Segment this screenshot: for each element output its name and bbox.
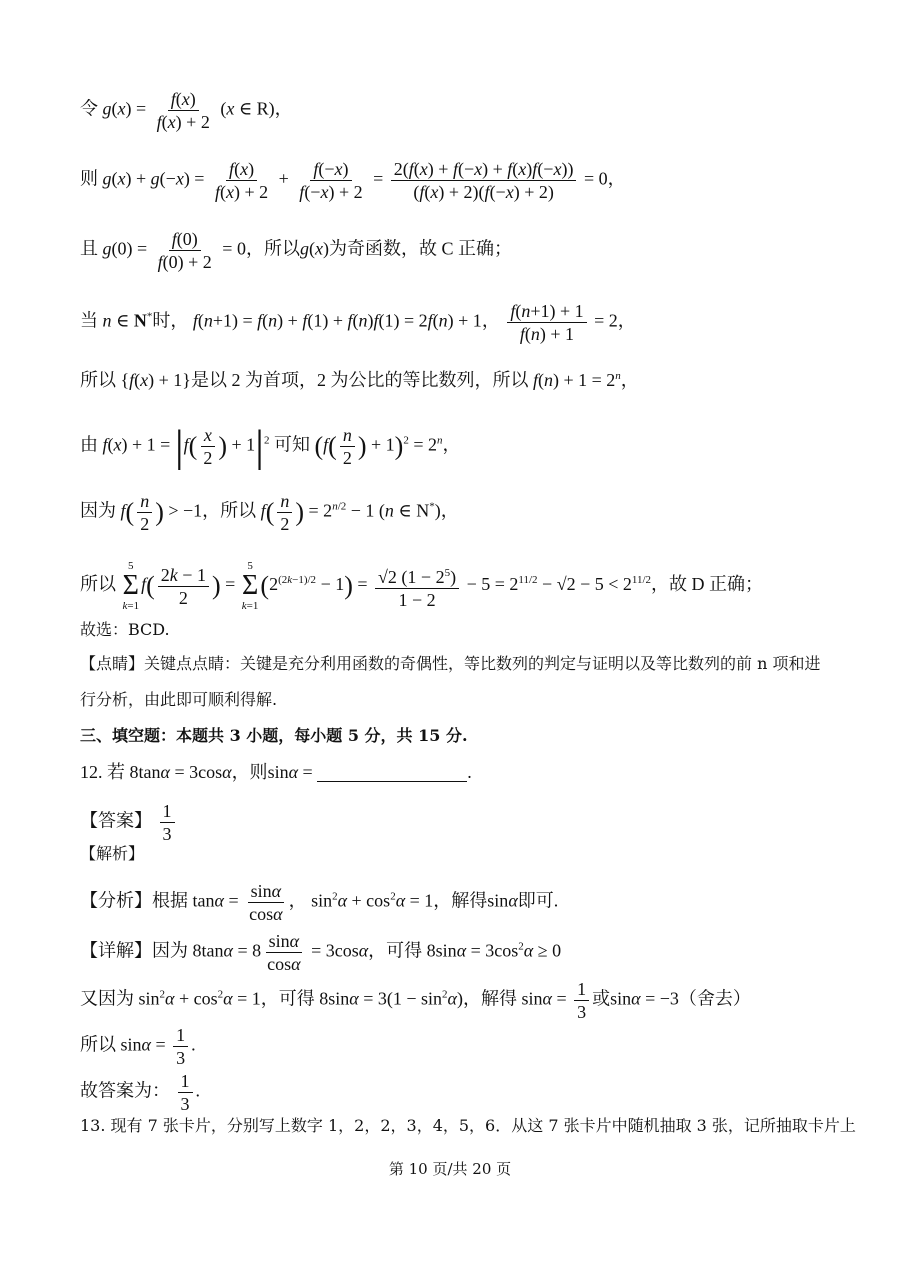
text: 即可.	[517, 890, 559, 911]
question-12: 12. 若 8tanα = 3cosα，则sinα = .	[80, 762, 472, 782]
text: 所以	[80, 370, 116, 390]
text: ，	[607, 168, 626, 189]
text: ，可得	[368, 940, 423, 961]
page-footer: 第 10 页/共 20 页	[388, 1160, 512, 1178]
fraction: $\frac{f(n+1) + 1}{f(n) + 1}$	[507, 300, 586, 345]
line-sum: 所以 5 Σ k=1 f( $\frac{2k - 1}{2}$ ) = 5 Σ k=1 $(2^{(2k-1)/2} - 1)$ = $\frac{√2 (1 - 2^5)}{1 - 2}$ − $5 = 2^{11/2} - √2 - 5 < 2^{11/2}$，故 D 正确；	[80, 560, 764, 612]
text: ，	[274, 98, 293, 119]
line-recurrence: 当 n ∈ N*时， f(n+1) = f(n) + f(1) + f(n)f(1) = 2f(n) + 1， $\frac{f(n+1) + 1}{f(n) + 1}$ = 2，	[80, 301, 636, 344]
text: ，	[442, 434, 461, 455]
text: .	[195, 1080, 200, 1101]
text: ，解得	[462, 988, 517, 1009]
answer-blank[interactable]	[317, 765, 467, 782]
line-g0: 且 g(0) = $\frac{f(0)}{f(0) + 2}$ = 0，所以g(x)为奇函数，故 C 正确；	[80, 229, 512, 272]
text: ，	[481, 310, 500, 331]
fraction: $\frac{n}{2}$	[340, 424, 355, 469]
detail: 【详解】因为 8tanα = 8 $\frac{\sin\alpha}{\cos\alpha}$ = 3cosα，可得 $8\sin\alpha = 3\cos^2\alpha \ge 0$	[80, 931, 562, 974]
line-geometric: 所以 {f(x) + 1}是以 2 为首项，2 为公比的等比数列，所以 $f(n) + 1 = 2^n$，	[80, 370, 639, 390]
key-point-cont: 行分析，由此即可顺利得解.	[80, 690, 278, 709]
line-because: 因为 f( $\frac{n}{2}$ ) > −1，所以 f( $\frac{n}{2}$ ) = $2^{n/2} - 1$ (n ∈ N*)，	[80, 491, 459, 534]
fraction: $\frac{2k - 1}{2}$	[158, 564, 209, 609]
text: 为奇函数，故 C 正确；	[328, 238, 512, 259]
fraction: $\frac{1}{3}$	[178, 1070, 193, 1115]
fraction: $\frac{n}{2}$	[137, 490, 152, 535]
fraction: $\frac{f(x)}{f(x) + 2}$	[214, 159, 269, 202]
fraction: $\frac{1}{3}$	[574, 978, 589, 1023]
fraction: $\frac{√2 (1 - 2^5)}{1 - 2}$	[375, 562, 459, 611]
text: 可知	[273, 434, 310, 455]
summation: 5 Σ k=1	[241, 560, 259, 612]
text: 【答案】	[80, 810, 152, 831]
text: 由	[80, 434, 98, 455]
text: 【详解】因为	[80, 940, 188, 961]
text: 因为	[80, 500, 116, 521]
fraction: $\frac{f(x)}{f(x) + 2}$	[156, 89, 210, 132]
text: 当	[80, 310, 98, 331]
text: 又因为	[80, 988, 134, 1009]
text: ，	[288, 890, 307, 911]
final-answer	[80, 1070, 840, 1115]
summation: 5 Σ k=1	[122, 560, 140, 612]
fraction: $\frac{x}{2}$	[200, 424, 215, 469]
text: 故答案为：	[80, 1080, 170, 1101]
text: （舍去）	[678, 988, 751, 1009]
analysis-label: 【解析】	[80, 844, 145, 863]
text: ，所以	[202, 500, 257, 521]
text: ，解得	[433, 890, 488, 911]
text: 所以	[80, 574, 116, 595]
text: 时，	[152, 310, 189, 331]
line-from: 由 f(x) + 1 = |f( $\frac{x}{2}$ ) + $1|^2$ 可知 (f( $\frac{n}{2}$ ) + $1)^2 = 2^n$，	[80, 421, 461, 471]
text: 所以	[80, 1034, 116, 1055]
text: 且	[80, 238, 98, 259]
answer-select: 故选：BCD.	[80, 620, 170, 639]
fraction: $\frac{2(f(x) + f(-x) + f(x)f(-x))}{(f(x) + 2)(f(-x) + 2)}$	[391, 158, 577, 203]
text: 或	[592, 988, 611, 1009]
text: 12. 若	[80, 762, 125, 782]
key-point: 【点睛】关键点点睛：关键是充分利用函数的奇偶性，等比数列的判定与证明以及等比数列的前 n 项和进	[80, 654, 821, 673]
answer	[80, 800, 840, 845]
text: 【分析】根据	[80, 890, 188, 911]
line-g-sum: 则 g(x) + g(−x) = $\frac{f(x)}{f(x) + 2}$ + $\frac{f(-x)}{f(-x) + 2}$ = $\frac{2(f(x) + f(-x) + f(x)f(-x))}{(f(x) + 2)(f(-x) + 2)}$ = 0，	[80, 159, 626, 202]
analysis: 【分析】根据 tanα = $\frac{\sin\alpha}{\cos\alpha}$ ， $\sin^2\alpha + \cos^2\alpha = 1$，解得sinα即可.	[80, 881, 559, 924]
question-13: 13. 现有 7 张卡片，分别写上数字 1，2，2，3，4，5，6．从这 7 张卡片中随机抽取 3 张，记所抽取卡片上	[80, 1116, 856, 1135]
detail-3: 所以 sinα = $\frac{1}{3}$ .	[80, 1025, 196, 1068]
fraction: $\frac{f(-x)}{f(-x) + 2}$	[299, 159, 363, 202]
text: .	[467, 762, 472, 782]
fraction: $\frac{1}{3}$	[173, 1024, 188, 1069]
text: ，	[440, 500, 459, 521]
text: ，	[620, 370, 639, 390]
line-g-def: 令 g(x) = $\frac{f(x)}{f(x) + 2}$ (x ∈ R)，	[80, 89, 293, 132]
section-heading: 三、填空题：本题共 3 小题，每小题 5 分，共 15 分.	[80, 726, 468, 745]
detail-2: 又因为 $\sin^2\alpha + \cos^2\alpha = 1$，可得 $8\sin\alpha = 3(1 - \sin^2\alpha)$，解得 sinα = $\frac{1}{3}$ 或sinα = −3（舍去）	[80, 979, 751, 1022]
text: ，故 D 正确；	[651, 574, 764, 595]
fraction: $\frac{\sin\alpha}{\cos\alpha}$	[267, 931, 301, 974]
text: 令	[80, 98, 98, 119]
text: ，所以	[245, 238, 300, 259]
fraction: $\frac{f(0)}{f(0) + 2}$	[157, 229, 212, 272]
text: 则	[80, 168, 98, 189]
fraction: $\frac{n}{2}$	[277, 490, 292, 535]
text: .	[191, 1034, 196, 1055]
text: 是以 2 为首项，2 为公比的等比数列，所以	[190, 370, 529, 390]
text: ，则	[231, 762, 268, 782]
fraction: $\frac{1}{3}$	[160, 800, 175, 845]
text: ，可得	[260, 988, 315, 1009]
fraction: $\frac{\sin\alpha}{\cos\alpha}$	[249, 881, 283, 924]
